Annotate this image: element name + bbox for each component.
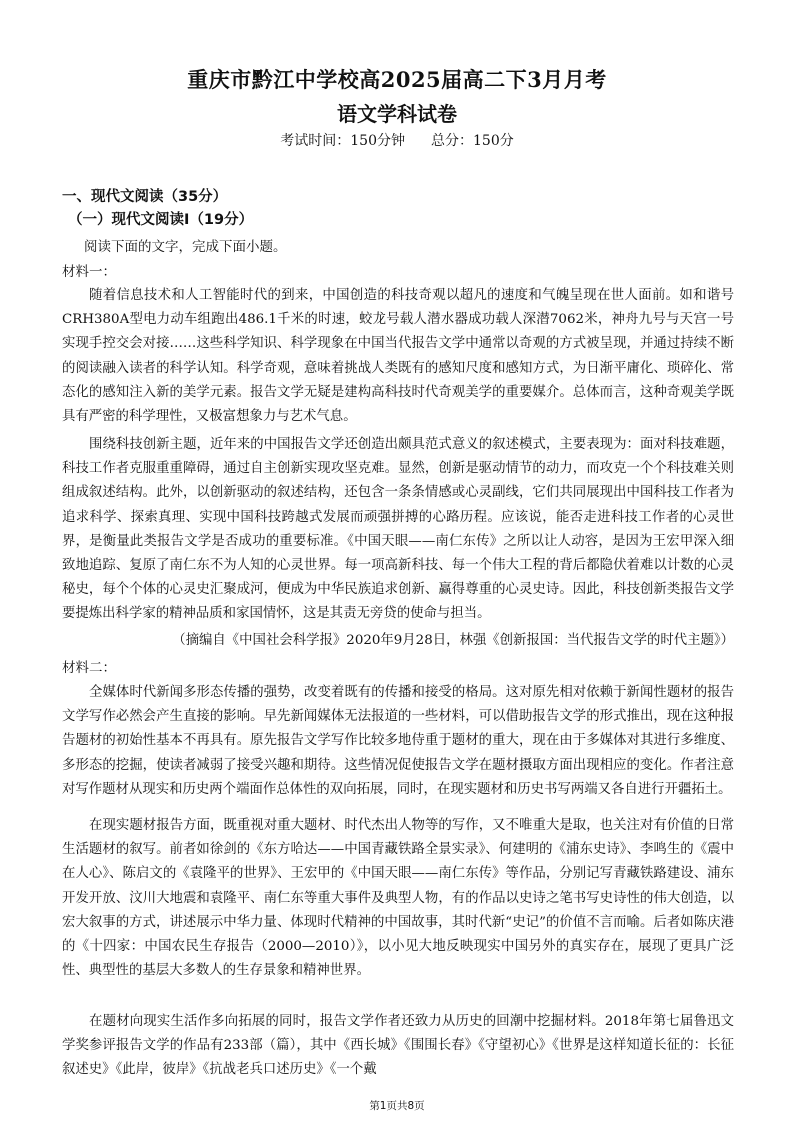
material-two-label: 材料二： — [62, 660, 116, 676]
material-one-paragraph-1: 随着信息技术和人工智能时代的到来，中国创造的科技奇观以超凡的速度和气魄呈现在世人面前。如和谐号CRH380A型电力动车组跑出486.1千米的时速，蛟龙号载人潜水器成功载人深潜7062米，神舟九号与天宫一号实现手控交会对接……这些科学知识、科学现象在中国当代报告文学中通常以奇观的方式被呈现，并通过持续不断的阅读融入读者的科学认知。科学奇观，意味着挑战人类既有的感知尺度和感知方式，为日渐平庸化、琐碎化、常态化的感知注入新的美学元素。报告文学无疑是建构高科技时代奇观美学的重要媒介。总体而言，这种奇观美学既具有严密的科学理性，又极富想象力与艺术气息。 — [62, 288, 734, 425]
total-score: 总分：150分 — [431, 133, 514, 149]
material-one-label: 材料一： — [62, 264, 116, 280]
section-subheading: （一）现代文阅读Ⅰ（19分） — [68, 212, 254, 228]
reading-instruction: 阅读下面的文字，完成下面小题。 — [84, 239, 287, 255]
page-footer: 第1页共8页 — [369, 1100, 425, 1112]
material-one-paragraph-2: 围绕科技创新主题，近年来的中国报告文学还创造出颇具范式意义的叙述模式，主要表现为：面对科技难题，科技工作者克服重重障碍，通过自主创新实现攻坚克难。显然，创新是驱动情节的动力，而攻克一个个科技难关则组成叙述结构。此外，以创新驱动的叙述结构，还包含一条条情感或心灵副线，它们共同展现出中国科技工作者为追求科学、探索真理、实现中国科技跨越式发展而顽强拼搏的心路历程。应该说，能否走进科技工作者的心灵世界，是衡量此类报告文学是否成功的重要标准。《中国天眼——南仁东传》之所以让人动容，是因为王宏甲深入细致地追踪、复原了南仁东不为人知的心灵世界。每一项高新科技、每一个伟大工程的背后都隐伏着难以计数的心灵秘史，每个个体的心灵史汇聚成河，便成为中华民族追求创新、赢得尊重的心灵史诗。因此，科技创新类报告文学要提炼出科学家的精神品质和家国情怀，这是其责无旁贷的使命与担当。 — [62, 437, 734, 622]
material-one-source: （摘编自《中国社会科学报》2020年9月28日，林强《创新报国：当代报告文学的时代主题》） — [172, 633, 734, 648]
exam-time: 考试时间：150分钟 — [280, 133, 405, 149]
exam-subtitle: 语文学科试卷 — [337, 102, 457, 126]
exam-title: 重庆市黔江中学校高2025届高二下3月月考 — [187, 67, 607, 92]
material-two-paragraph-1: 全媒体时代新闻多形态传播的强势，改变着既有的传播和接受的格局。这对原先相对依赖于新闻性题材的报告文学写作必然会产生直接的影响。早先新闻媒体无法报道的一些材料，可以借助报告文学的形式推出，现在这种报告题材的初始性基本不再具有。原先报告文学写作比较多地侍重于题材的重大，现在由于多媒体对其进行多维度、多形态的挖掘，使读者减弱了接受兴趣和期待。这些情况促使报告文学在题材摄取方面出现相应的变化。作者注意对写作题材从现实和历史两个端面作总体性的双向拓展，同时，在现实题材和历史书写两端又各自进行开疆拓土。 — [62, 685, 734, 797]
exam-meta — [0, 130, 794, 150]
material-two-paragraph-2: 在现实题材报告方面，既重视对重大题材、时代杰出人物等的写作，又不唯重大是取，也关注对有价值的日常生活题材的叙写。前者如徐剑的《东方哈达——中国青藏铁路全景实录》、何建明的《浦东史诗》、李鸣生的《震中在人心》、陈启文的《袁隆平的世界》、王宏甲的《中国天眼——南仁东传》等作品，分别记写青藏铁路建设、浦东开发开放、汶川大地震和袁隆平、南仁东等重大事件及典型人物，有的作品以史诗之笔书写史诗性的伟大创造，以宏大叙事的方式，讲述展示中华力量、体现时代精神的中国故事，其时代新“史记”的价值不言而喻。后者如陈庆港的《十四家：中国农民生存报告（2000—2010）》，以小见大地反映现实中国另外的真实存在，展现了更具广泛性、典型性的基层大多数人的生存景象和精神世界。 — [62, 818, 734, 979]
section-heading: 一、现代文阅读（35分） — [62, 189, 228, 205]
material-two-paragraph-3: 在题材向现实生活作多向拓展的同时，报告文学作者还致力从历史的回潮中挖掘材料。2018年第七届鲁迅文学奖参评报告文学的作品有233部（篇），其中《西长城》《围围长春》《守望初心》《世界是这样知道长征的：长征叙述史》《此岸，彼岸》《抗战老兵口述历史》《一个戴 — [62, 1014, 734, 1078]
